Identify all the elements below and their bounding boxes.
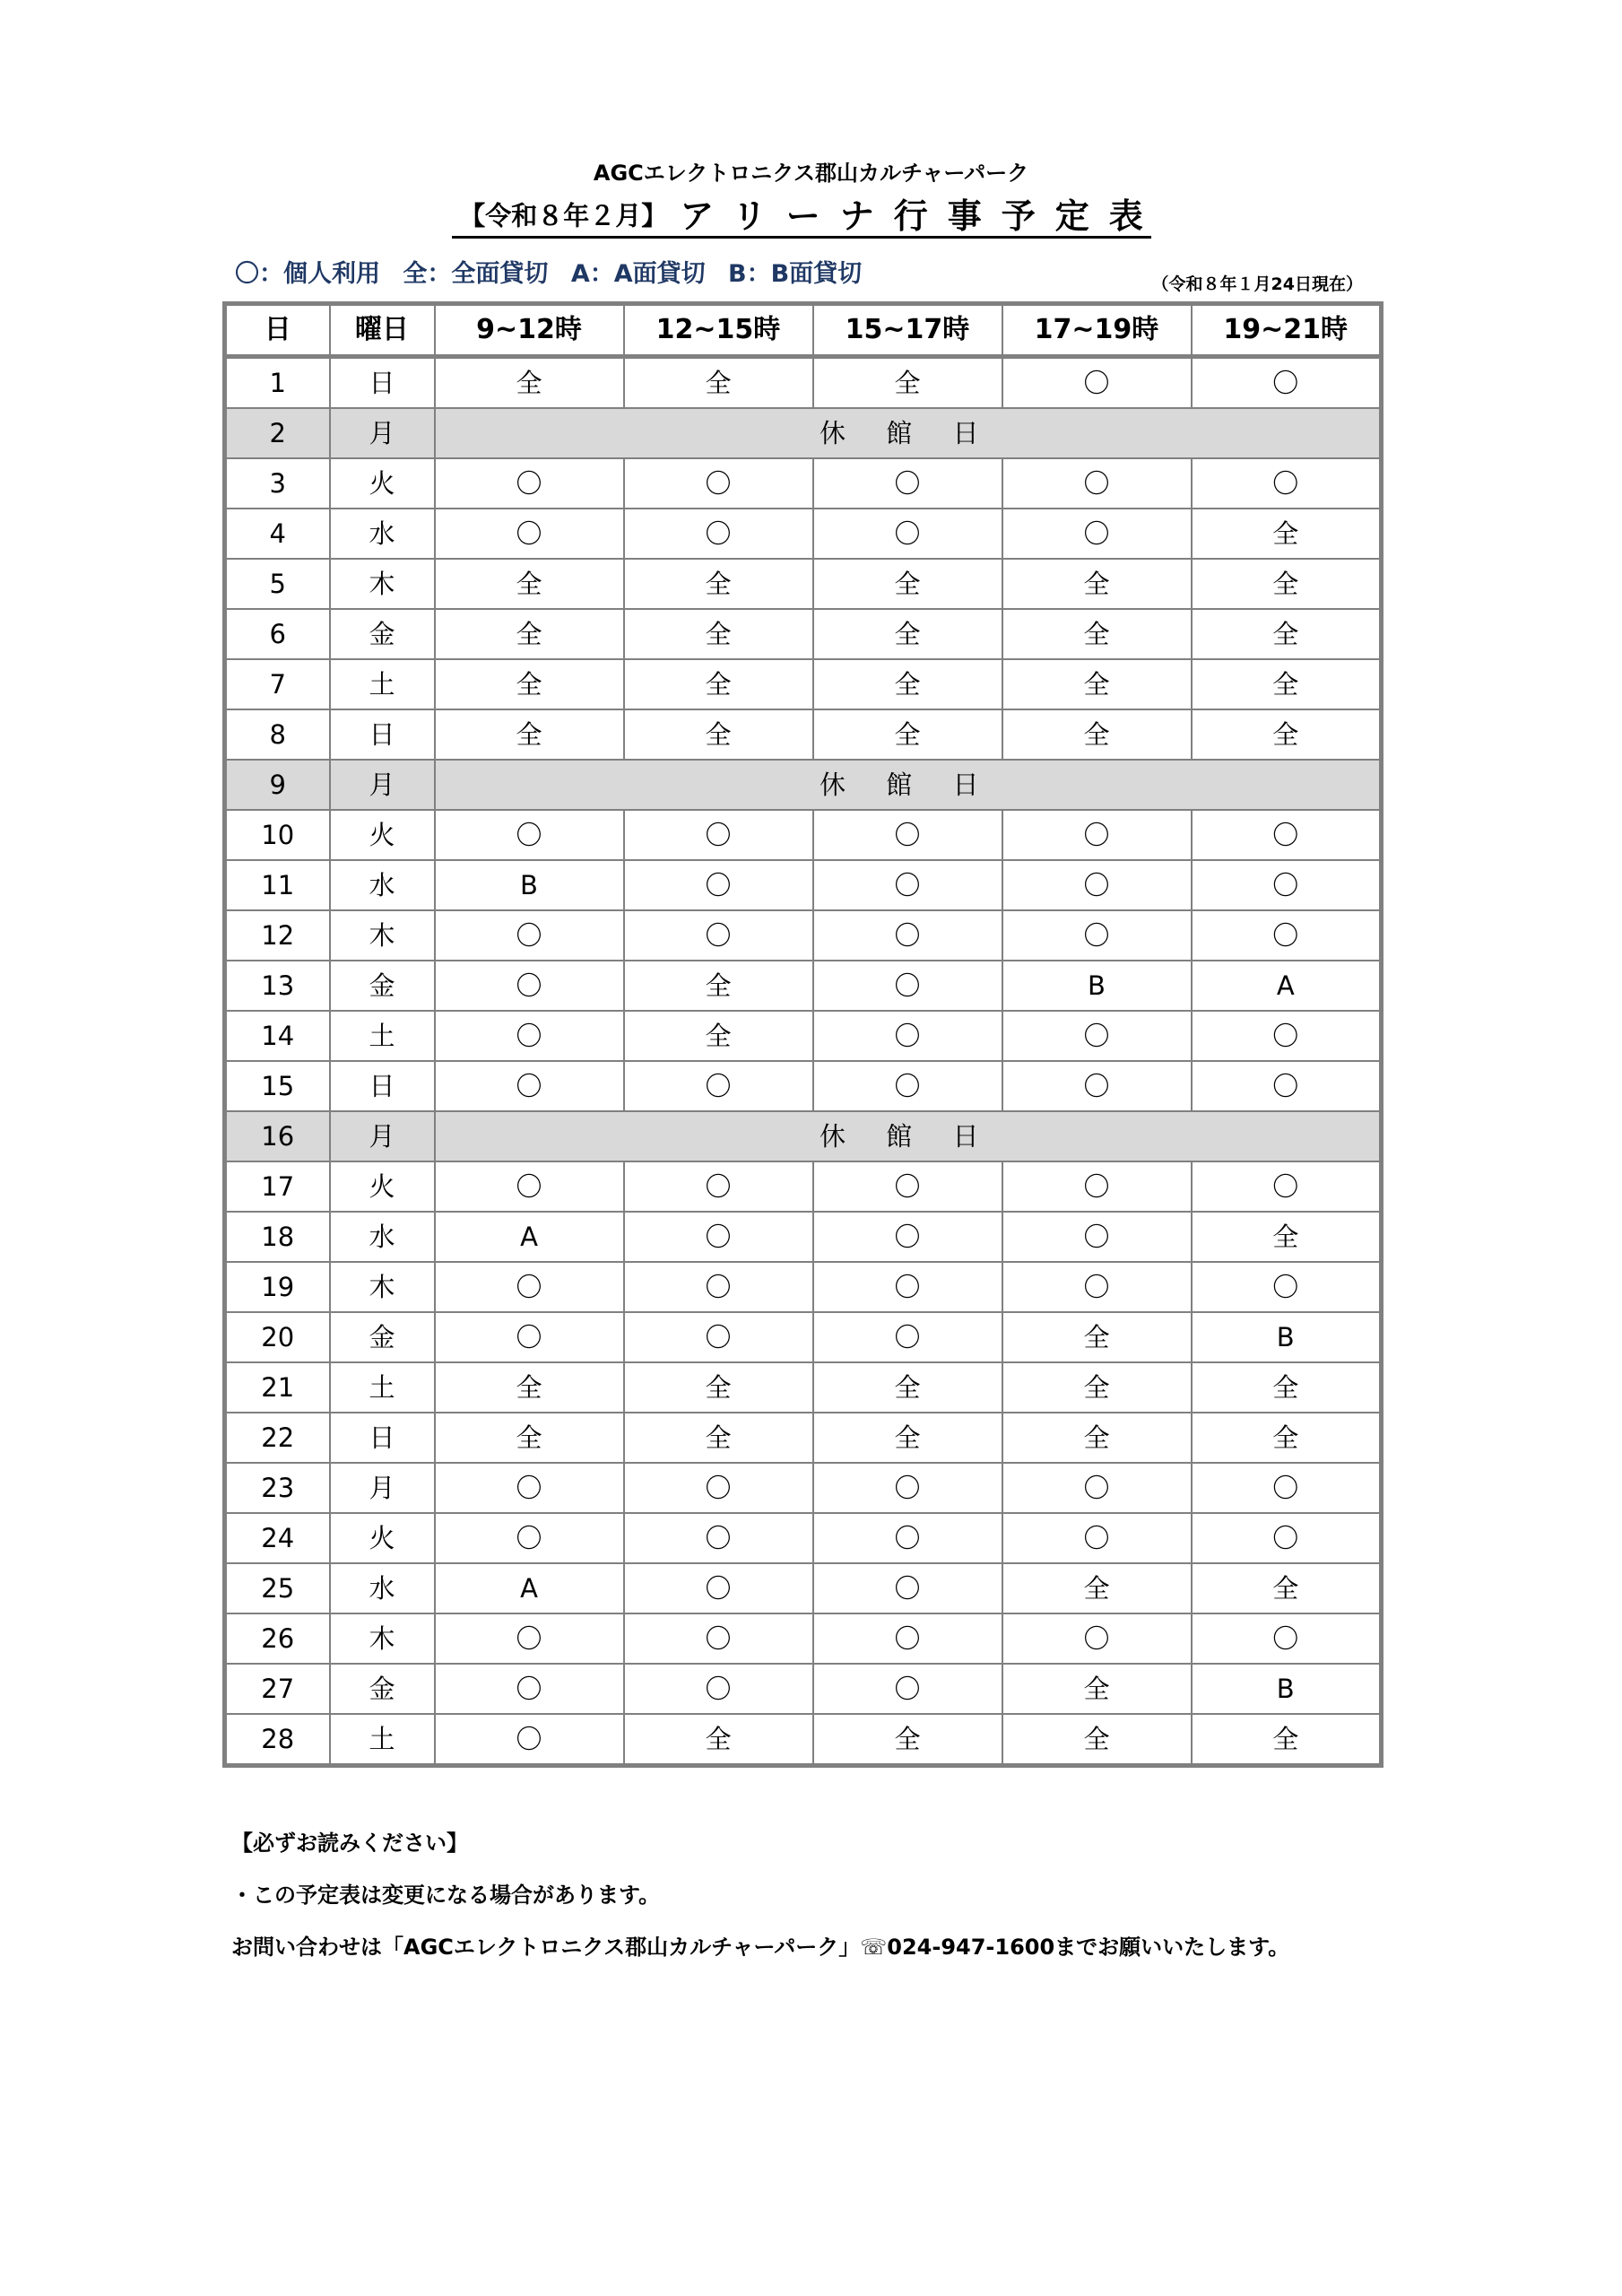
- closed-label-cell: 休 館 日: [435, 408, 1382, 458]
- slot-cell: 〇: [1002, 860, 1192, 910]
- table-row: [225, 509, 1382, 559]
- slot-cell: A: [435, 1212, 624, 1262]
- closed-label-cell: 休 館 日: [435, 1111, 1382, 1161]
- legend-a-side: A：A面貸切: [570, 260, 706, 288]
- slot-cell: 〇: [1002, 1262, 1192, 1312]
- slot-cell: 〇: [813, 910, 1002, 961]
- table-row: [225, 910, 1382, 961]
- slot-cell: B: [1192, 1664, 1382, 1714]
- slot-cell: 〇: [624, 1212, 813, 1262]
- slot-cell: B: [1002, 961, 1192, 1011]
- table-row: [225, 1613, 1382, 1664]
- day-cell: 9: [225, 760, 330, 810]
- slot-cell: 〇: [435, 1312, 624, 1362]
- weekday-cell: 水: [330, 1563, 435, 1613]
- slot-cell: 〇: [1002, 509, 1192, 559]
- table-row: [225, 961, 1382, 1011]
- slot-cell: 〇: [435, 810, 624, 860]
- table-row: [225, 1714, 1382, 1766]
- day-cell: 26: [225, 1613, 330, 1664]
- slot-cell: 全: [435, 1362, 624, 1413]
- slot-cell: 〇: [1002, 810, 1192, 860]
- weekday-cell: 月: [330, 1111, 435, 1161]
- slot-cell: 〇: [435, 1061, 624, 1111]
- slot-cell: 〇: [435, 1011, 624, 1061]
- slot-cell: 全: [1002, 609, 1192, 659]
- slot-cell: 全: [1192, 1413, 1382, 1463]
- weekday-cell: 木: [330, 910, 435, 961]
- slot-cell: 全: [1002, 709, 1192, 760]
- col-header-15-17: 15~17時: [813, 304, 1002, 357]
- slot-cell: 全: [813, 1714, 1002, 1766]
- col-header-weekday: 曜日: [330, 304, 435, 357]
- weekday-cell: 木: [330, 1262, 435, 1312]
- slot-cell: 全: [1002, 1563, 1192, 1613]
- slot-cell: 〇: [813, 810, 1002, 860]
- slot-cell: 〇: [1192, 458, 1382, 509]
- slot-cell: 〇: [435, 1262, 624, 1312]
- table-row: [225, 1212, 1382, 1262]
- weekday-cell: 金: [330, 1312, 435, 1362]
- closed-day-row: [225, 1111, 1382, 1161]
- slot-cell: 全: [1002, 659, 1192, 709]
- notes-heading: 【必ずお読みください】: [231, 1831, 468, 1856]
- day-cell: 23: [225, 1463, 330, 1513]
- slot-cell: 〇: [1002, 1613, 1192, 1664]
- slot-cell: 全: [624, 961, 813, 1011]
- weekday-cell: 金: [330, 1664, 435, 1714]
- col-header-12-15: 12~15時: [624, 304, 813, 357]
- slot-cell: 全: [624, 659, 813, 709]
- weekday-cell: 火: [330, 810, 435, 860]
- slot-cell: 〇: [624, 1613, 813, 1664]
- weekday-cell: 日: [330, 1413, 435, 1463]
- slot-cell: 全: [435, 709, 624, 760]
- legend: [235, 258, 876, 291]
- day-cell: 27: [225, 1664, 330, 1714]
- weekday-cell: 月: [330, 408, 435, 458]
- slot-cell: 全: [624, 1413, 813, 1463]
- slot-cell: 全: [1192, 509, 1382, 559]
- slot-cell: 〇: [624, 509, 813, 559]
- slot-cell: 全: [435, 659, 624, 709]
- title-underline: [452, 236, 1151, 239]
- slot-cell: 〇: [813, 1262, 1002, 1312]
- slot-cell: 〇: [1002, 1463, 1192, 1513]
- slot-cell: 全: [435, 609, 624, 659]
- table-row: [225, 559, 1382, 609]
- slot-cell: 〇: [435, 1513, 624, 1563]
- slot-cell: 〇: [813, 1613, 1002, 1664]
- header-row: [225, 304, 1382, 357]
- weekday-cell: 金: [330, 961, 435, 1011]
- weekday-cell: 木: [330, 559, 435, 609]
- table-row: [225, 1262, 1382, 1312]
- slot-cell: 〇: [813, 961, 1002, 1011]
- slot-cell: 〇: [813, 1312, 1002, 1362]
- slot-cell: 〇: [624, 910, 813, 961]
- table-row: [225, 1061, 1382, 1111]
- slot-cell: 全: [435, 1413, 624, 1463]
- day-cell: 19: [225, 1262, 330, 1312]
- slot-cell: 全: [624, 1011, 813, 1061]
- table-row: [225, 357, 1382, 409]
- title-text: アリーナ行事予定表: [680, 196, 1163, 236]
- slot-cell: 全: [624, 1714, 813, 1766]
- weekday-cell: 月: [330, 1463, 435, 1513]
- slot-cell: 全: [1002, 1714, 1192, 1766]
- slot-cell: 〇: [813, 1161, 1002, 1212]
- day-cell: 15: [225, 1061, 330, 1111]
- table-row: [225, 1664, 1382, 1714]
- weekday-cell: 日: [330, 709, 435, 760]
- slot-cell: 〇: [435, 1714, 624, 1766]
- slot-cell: 〇: [1002, 1212, 1192, 1262]
- slot-cell: A: [435, 1563, 624, 1613]
- day-cell: 22: [225, 1413, 330, 1463]
- day-cell: 2: [225, 408, 330, 458]
- slot-cell: B: [435, 860, 624, 910]
- weekday-cell: 水: [330, 509, 435, 559]
- slot-cell: 全: [1192, 1714, 1382, 1766]
- day-cell: 28: [225, 1714, 330, 1766]
- weekday-cell: 火: [330, 1513, 435, 1563]
- slot-cell: 全: [624, 1362, 813, 1413]
- weekday-cell: 火: [330, 1161, 435, 1212]
- slot-cell: 全: [1192, 659, 1382, 709]
- table-row: [225, 1161, 1382, 1212]
- slot-cell: 全: [813, 709, 1002, 760]
- slot-cell: 〇: [813, 1011, 1002, 1061]
- slot-cell: 〇: [813, 1061, 1002, 1111]
- slot-cell: 全: [624, 609, 813, 659]
- day-cell: 4: [225, 509, 330, 559]
- slot-cell: 〇: [813, 509, 1002, 559]
- slot-cell: 全: [624, 357, 813, 409]
- slot-cell: 〇: [1002, 910, 1192, 961]
- day-cell: 21: [225, 1362, 330, 1413]
- slot-cell: 〇: [624, 810, 813, 860]
- table-row: [225, 1413, 1382, 1463]
- slot-cell: 〇: [813, 1212, 1002, 1262]
- slot-cell: A: [1192, 961, 1382, 1011]
- day-cell: 10: [225, 810, 330, 860]
- table-row: [225, 1011, 1382, 1061]
- slot-cell: 〇: [624, 1463, 813, 1513]
- slot-cell: 〇: [1002, 357, 1192, 409]
- table-row: [225, 810, 1382, 860]
- slot-cell: 〇: [624, 1061, 813, 1111]
- day-cell: 7: [225, 659, 330, 709]
- slot-cell: 〇: [1002, 1061, 1192, 1111]
- slot-cell: 全: [813, 357, 1002, 409]
- slot-cell: 〇: [813, 1513, 1002, 1563]
- table-row: [225, 1463, 1382, 1513]
- slot-cell: 全: [1002, 1312, 1192, 1362]
- weekday-cell: 水: [330, 1212, 435, 1262]
- closed-day-row: [225, 760, 1382, 810]
- slot-cell: 全: [813, 1413, 1002, 1463]
- slot-cell: 〇: [624, 860, 813, 910]
- table-row: [225, 1513, 1382, 1563]
- slot-cell: 全: [1192, 709, 1382, 760]
- weekday-cell: 土: [330, 1714, 435, 1766]
- table-row: [225, 1563, 1382, 1613]
- day-cell: 18: [225, 1212, 330, 1262]
- slot-cell: 全: [1192, 559, 1382, 609]
- slot-cell: 全: [624, 559, 813, 609]
- slot-cell: 〇: [1192, 810, 1382, 860]
- weekday-cell: 火: [330, 458, 435, 509]
- day-cell: 12: [225, 910, 330, 961]
- slot-cell: 〇: [624, 1563, 813, 1613]
- weekday-cell: 土: [330, 1011, 435, 1061]
- slot-cell: 〇: [624, 1161, 813, 1212]
- day-cell: 13: [225, 961, 330, 1011]
- organization-name: AGCエレクトロニクス郡山カルチャーパーク: [593, 161, 1029, 186]
- slot-cell: 〇: [1192, 1513, 1382, 1563]
- table-row: [225, 1362, 1382, 1413]
- table-row: [225, 860, 1382, 910]
- day-cell: 17: [225, 1161, 330, 1212]
- slot-cell: 全: [813, 1362, 1002, 1413]
- day-cell: 1: [225, 357, 330, 409]
- slot-cell: 〇: [1002, 458, 1192, 509]
- slot-cell: 全: [813, 559, 1002, 609]
- slot-cell: 〇: [1192, 1463, 1382, 1513]
- month-label: 【令和８年２月】: [459, 200, 668, 231]
- col-header-9-12: 9~12時: [435, 304, 624, 357]
- slot-cell: 〇: [624, 1262, 813, 1312]
- slot-cell: 〇: [435, 458, 624, 509]
- col-header-19-21: 19~21時: [1192, 304, 1382, 357]
- table-row: [225, 609, 1382, 659]
- schedule-table: [222, 301, 1383, 1768]
- slot-cell: 〇: [813, 1463, 1002, 1513]
- slot-cell: 〇: [1192, 1011, 1382, 1061]
- day-cell: 6: [225, 609, 330, 659]
- slot-cell: 全: [435, 357, 624, 409]
- slot-cell: 全: [1002, 1413, 1192, 1463]
- slot-cell: 〇: [813, 1664, 1002, 1714]
- slot-cell: 全: [1192, 1563, 1382, 1613]
- slot-cell: 〇: [435, 1613, 624, 1664]
- slot-cell: 〇: [624, 1312, 813, 1362]
- slot-cell: 〇: [1192, 357, 1382, 409]
- slot-cell: 全: [1002, 1362, 1192, 1413]
- day-cell: 11: [225, 860, 330, 910]
- slot-cell: 〇: [1192, 1061, 1382, 1111]
- slot-cell: 〇: [1192, 1262, 1382, 1312]
- slot-cell: 全: [813, 659, 1002, 709]
- slot-cell: 〇: [435, 1664, 624, 1714]
- notes-line-change: ・この予定表は変更になる場合があります。: [231, 1883, 661, 1908]
- weekday-cell: 土: [330, 1362, 435, 1413]
- table-row: [225, 659, 1382, 709]
- slot-cell: 〇: [624, 458, 813, 509]
- slot-cell: 〇: [1192, 1161, 1382, 1212]
- slot-cell: 全: [813, 609, 1002, 659]
- slot-cell: 〇: [435, 509, 624, 559]
- day-cell: 25: [225, 1563, 330, 1613]
- table-row: [225, 1312, 1382, 1362]
- weekday-cell: 金: [330, 609, 435, 659]
- day-cell: 16: [225, 1111, 330, 1161]
- slot-cell: 〇: [1002, 1161, 1192, 1212]
- slot-cell: 〇: [435, 961, 624, 1011]
- slot-cell: 〇: [624, 1664, 813, 1714]
- weekday-cell: 木: [330, 1613, 435, 1664]
- slot-cell: 全: [1192, 1212, 1382, 1262]
- day-cell: 20: [225, 1312, 330, 1362]
- day-cell: 8: [225, 709, 330, 760]
- slot-cell: 〇: [1002, 1513, 1192, 1563]
- day-cell: 24: [225, 1513, 330, 1563]
- closed-label-cell: 休 館 日: [435, 760, 1382, 810]
- slot-cell: 〇: [1192, 860, 1382, 910]
- slot-cell: 〇: [1192, 1613, 1382, 1664]
- table-row: [225, 709, 1382, 760]
- slot-cell: 〇: [1002, 1011, 1192, 1061]
- legend-b-side: B：B面貸切: [728, 260, 863, 288]
- closed-day-row: [225, 408, 1382, 458]
- slot-cell: B: [1192, 1312, 1382, 1362]
- legend-full: 全：全面貸切: [403, 260, 549, 288]
- slot-cell: 〇: [1192, 910, 1382, 961]
- slot-cell: 〇: [624, 1513, 813, 1563]
- slot-cell: 〇: [435, 910, 624, 961]
- table-row: [225, 458, 1382, 509]
- slot-cell: 〇: [813, 458, 1002, 509]
- day-cell: 14: [225, 1011, 330, 1061]
- page-title: [0, 194, 1622, 238]
- day-cell: 3: [225, 458, 330, 509]
- slot-cell: 〇: [435, 1463, 624, 1513]
- slot-cell: 全: [1192, 1362, 1382, 1413]
- legend-individual: 〇：個人利用: [235, 260, 380, 288]
- weekday-cell: 日: [330, 1061, 435, 1111]
- slot-cell: 全: [1002, 559, 1192, 609]
- day-cell: 5: [225, 559, 330, 609]
- slot-cell: 全: [435, 559, 624, 609]
- slot-cell: 全: [1192, 609, 1382, 659]
- slot-cell: 〇: [435, 1161, 624, 1212]
- weekday-cell: 月: [330, 760, 435, 810]
- weekday-cell: 土: [330, 659, 435, 709]
- weekday-cell: 日: [330, 357, 435, 409]
- slot-cell: 全: [624, 709, 813, 760]
- slot-cell: 〇: [813, 1563, 1002, 1613]
- notes-line-contact: お問い合わせは「AGCエレクトロニクス郡山カルチャーパーク」☏024-947-1600までお願いいたします。: [231, 1935, 1290, 1960]
- weekday-cell: 水: [330, 860, 435, 910]
- col-header-day: 日: [225, 304, 330, 357]
- slot-cell: 〇: [813, 860, 1002, 910]
- notes: [231, 1830, 1289, 1986]
- slot-cell: 全: [1002, 1664, 1192, 1714]
- as-of-date: （令和８年１月24日現在）: [1151, 274, 1363, 294]
- col-header-17-19: 17~19時: [1002, 304, 1192, 357]
